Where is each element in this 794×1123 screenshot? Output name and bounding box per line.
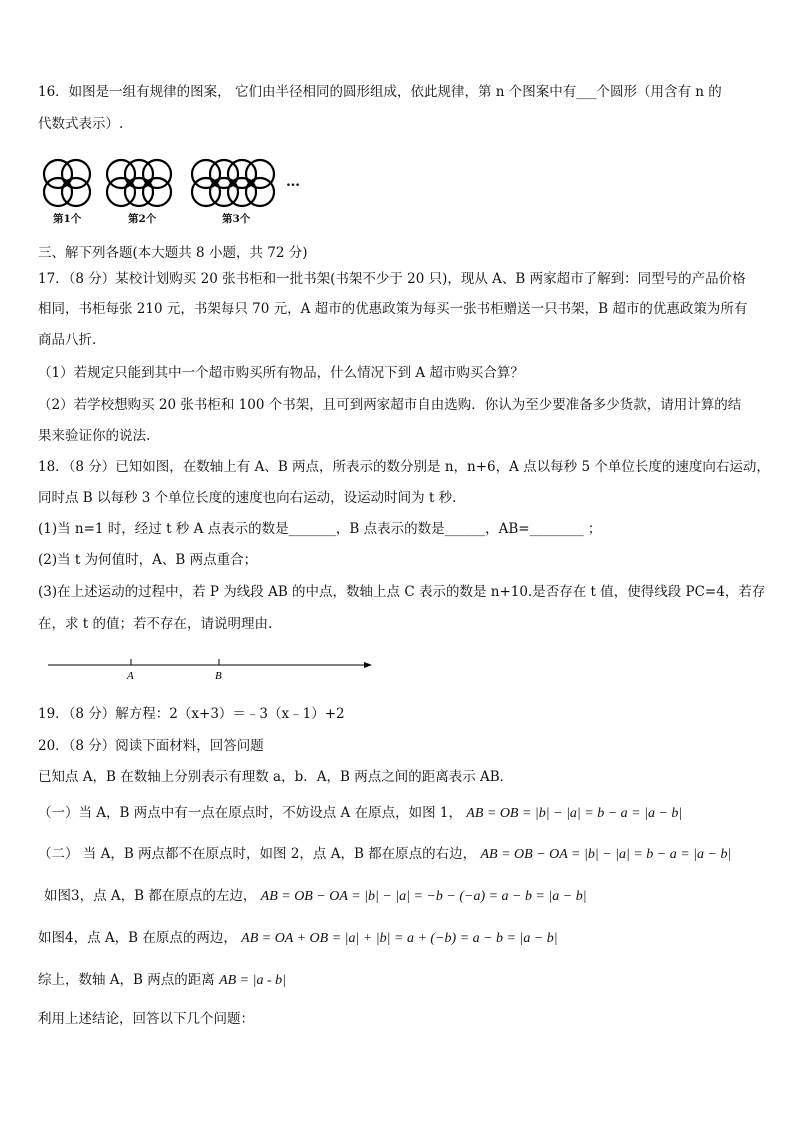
q20-case2-text: （二） 当 A，B 两点都不在原点时，如图 2，点 A，B 都在原点的右边，	[38, 846, 477, 862]
q20-case1	[38, 804, 682, 823]
section-heading: 三、解下列各题(本大题共 8 小题，共 72 分)	[38, 245, 308, 261]
q20-case4-text: 如图4，点 A，B 在原点的两边，	[38, 930, 237, 946]
q18-sub3-line2: 在，求 t 的值；若不存在，请说明理由.	[38, 616, 273, 632]
pattern-3	[192, 160, 274, 206]
q17-text-line2: 相同，书柜每张 210 元，书架每只 70 元，A 超市的优惠政策为每买一张书柜赠送一只书架，B 超市的优惠政策为所有	[38, 301, 748, 317]
number-line-figure	[46, 655, 376, 685]
label-b: B	[215, 670, 222, 682]
q20-summary	[38, 971, 286, 990]
q20-closing: 利用上述结论，回答以下几个问题：	[38, 1011, 254, 1027]
q20-summary-text: 综上，数轴 A，B 两点的距离	[38, 972, 215, 988]
q17-sub2-line1: （2）若学校想购买 20 张书柜和 100 个书架，且可到两家超市自由选购．你认为至少要准备多少货款，请用计算的结	[38, 397, 742, 413]
number-line-arrow	[364, 662, 372, 668]
pattern-2	[107, 160, 171, 206]
q18-sub3-line1: (3)在上述运动的过程中，若 P 为线段 AB 的中点，数轴上点 C 表示的数是 n+10.是否存在 t 值，使得线段 PC=4，若存	[38, 584, 766, 600]
q16-text-line1: 16．如图是一组有规律的图案， 它们由半径相同的圆形组成，依此规律，第 n 个图案中有___个圆形（用含有 n 的	[38, 84, 722, 100]
q18-text-line1: 18．（8 分）已知如图，在数轴上有 A、B 两点，所表示的数分别是 n，n+6，A 点以每秒 5 个单位长度的速度向右运动，	[38, 459, 770, 475]
q20-case3-text: 如图3，点 A，B 都在原点的左边，	[44, 888, 257, 904]
q20-case2	[38, 845, 731, 864]
q18-sub1: (1)当 n=1 时，经过 t 秒 A 点表示的数是_______，B 点表示的数是______，AB=________ ；	[38, 521, 602, 537]
q20-case3	[44, 887, 587, 906]
q17-text-line3: 商品八折.	[38, 332, 97, 348]
q19-text: 19．（8 分）解方程：2（x+3）＝﹣3（x﹣1）+2	[38, 706, 345, 722]
q17-text-line1: 17．（8 分）某校计划购买 20 张书柜和一批书架(书架不少于 20 只)，现从 A、B 两家超市了解到：同型号的产品价格	[38, 271, 746, 287]
q20-case3-formula: AB = OB − OA = |b| − |a| = −b − (−a) = a − b = |a − b|	[260, 889, 587, 904]
pattern-1	[44, 160, 90, 206]
q16-text-line2: 代数式表示）.	[38, 116, 124, 132]
q17-sub1: （1）若规定只能到其中一个超市购买所有物品，什么情况下到 A 超市购买合算？	[38, 365, 524, 381]
q20-case4	[38, 929, 558, 948]
q18-sub2: (2)当 t 为何值时，A、B 两点重合；	[38, 552, 258, 568]
ellipsis: …	[286, 174, 300, 190]
q17-sub2-line2: 果来验证你的说法.	[38, 428, 151, 444]
caption-pattern-3: 第3个	[222, 213, 251, 225]
q20-text-line1: 20．（8 分）阅读下面材料，回答问题	[38, 738, 264, 754]
q18-text-line2: 同时点 B 以每秒 3 个单位长度的速度也向右运动，设运动时间为 t 秒.	[38, 490, 457, 506]
q20-case2-formula: AB = OB − OA = |b| − |a| = b − a = |a − b|	[480, 847, 732, 862]
q20-text-line2: 已知点 A，B 在数轴上分别表示有理数 a，b．A，B 两点之间的距离表示 AB．	[38, 769, 514, 785]
q20-case1-formula: AB = OB = |b| − |a| = b − a = |a − b|	[466, 806, 683, 821]
q20-case4-formula: AB = OA + OB = |a| + |b| = a + (−b) = a − b = |a − b|	[241, 931, 558, 946]
caption-pattern-2: 第2个	[128, 213, 157, 225]
caption-pattern-1: 第1个	[53, 213, 82, 225]
label-a: A	[127, 670, 134, 682]
q20-summary-formula: AB = |a - b|	[219, 973, 286, 988]
q20-case1-text: （一）当 A，B 两点中有一点在原点时，不妨设点 A 在原点，如图 1，	[38, 805, 462, 821]
